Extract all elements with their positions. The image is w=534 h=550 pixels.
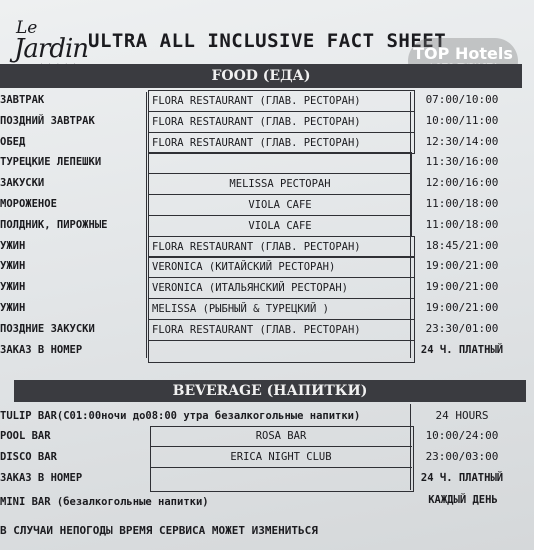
venue: ERICA NIGHT CLUB bbox=[230, 451, 332, 463]
meal-name: ЗАКУСКИ bbox=[0, 177, 45, 190]
logo-line-1: Le bbox=[16, 18, 38, 38]
venue: ROSA BAR bbox=[255, 430, 307, 442]
beverage-section-header: BEVERAGE (НАПИТКИ) bbox=[14, 380, 526, 402]
minibar-label: MINI BAR (безалкогольные напитки) bbox=[0, 496, 209, 508]
time: 11:00/18:00 bbox=[425, 217, 499, 231]
time: 11:30/16:00 bbox=[425, 155, 499, 169]
table-row bbox=[0, 298, 534, 319]
time: 07:00/10:00 bbox=[425, 93, 499, 106]
food-table bbox=[0, 90, 534, 360]
meal-name: УЖИН bbox=[0, 239, 26, 252]
table-row bbox=[0, 236, 534, 257]
table-row bbox=[0, 340, 534, 361]
time: 19:00/21:00 bbox=[425, 300, 499, 314]
time: 12:00/16:00 bbox=[425, 176, 499, 190]
meal-name: УЖИН bbox=[0, 301, 26, 314]
venue: VIOLA CAFE bbox=[148, 215, 412, 237]
watermark-brand: TOP Hotels bbox=[413, 44, 513, 63]
meal-name: ЗАВТРАК bbox=[0, 94, 45, 106]
table-row bbox=[0, 468, 534, 488]
venue bbox=[148, 340, 415, 363]
page-title: ULTRA ALL INCLUSIVE FACT SHEET bbox=[88, 30, 447, 52]
meal-name: ЗАКАЗ В НОМЕР bbox=[0, 343, 83, 356]
time: 24 Ч. ПЛАТНЫЙ bbox=[420, 343, 504, 356]
logo-line-2: Jardin bbox=[14, 34, 89, 64]
venue: VERONICA (КИТАЙСКИЙ РЕСТОРАН) bbox=[148, 256, 415, 278]
time: 23:30/01:00 bbox=[425, 321, 499, 335]
time: 24 HOURS bbox=[435, 409, 489, 422]
time: 11:00/18:00 bbox=[425, 196, 499, 210]
venue: MELISSA (РЫБНЫЙ & ТУРЕЦКИЙ ) bbox=[148, 298, 415, 320]
time: 18:45/21:00 bbox=[425, 238, 499, 252]
table-row bbox=[0, 215, 534, 236]
bar-name: ЗАКАЗ В НОМЕР bbox=[0, 472, 83, 484]
table-row bbox=[0, 256, 534, 277]
footer-note: В СЛУЧАИ НЕПОГОДЫ ВРЕМЯ СЕРВИСА МОЖЕТ ИЗМЕНИТЬСЯ bbox=[0, 524, 318, 537]
table-row bbox=[0, 447, 534, 467]
time: 10:00/24:00 bbox=[425, 429, 499, 442]
venue: MELISSA РЕСТОРАН bbox=[148, 173, 412, 195]
meal-name: ПОЛДНИК, ПИРОЖНЫЕ bbox=[0, 218, 108, 231]
meal-name: МОРОЖЕНОЕ bbox=[0, 197, 57, 210]
table-row bbox=[0, 426, 534, 446]
venue: VIOLA CAFE bbox=[148, 194, 412, 216]
food-section-header: FOOD (ЕДА) bbox=[0, 64, 522, 88]
time: 19:00/21:00 bbox=[425, 259, 499, 273]
table-row bbox=[0, 319, 534, 340]
table-row bbox=[0, 173, 534, 194]
meal-name: УЖИН bbox=[0, 260, 26, 273]
venue bbox=[148, 152, 412, 174]
venue: VERONICA (ИТАЛЬЯНСКИЙ РЕСТОРАН) bbox=[148, 277, 415, 299]
meal-name: ОБЕД bbox=[0, 135, 26, 148]
bar-name: TULIP BAR(С01:00ночи до08:00 утра безалкогольные напитки) bbox=[0, 410, 361, 422]
table-row bbox=[0, 277, 534, 298]
time: 19:00/21:00 bbox=[425, 280, 499, 294]
meal-name: ТУРЕЦКИЕ ЛЕПЕШКИ bbox=[0, 156, 102, 169]
bar-name: DISCO BAR bbox=[0, 451, 57, 463]
venue: FLORA RESTAURANT (ГЛАВ. РЕСТОРАН) bbox=[148, 132, 415, 154]
meal-name: УЖИН bbox=[0, 281, 26, 294]
time: 12:30/14:00 bbox=[425, 134, 499, 148]
table-row bbox=[0, 90, 534, 111]
venue: FLORA RESTAURANT (ГЛАВ. РЕСТОРАН) bbox=[148, 319, 415, 341]
venue: FLORA RESTAURANT (ГЛАВ. РЕСТОРАН) bbox=[148, 90, 415, 112]
minibar-time: КАЖДЫЙ ДЕНЬ bbox=[428, 494, 498, 506]
venue: FLORA RESTAURANT (ГЛАВ. РЕСТОРАН) bbox=[148, 111, 415, 133]
time: 24 Ч. ПЛАТНЫЙ bbox=[420, 472, 504, 484]
table-row bbox=[0, 406, 534, 426]
time: 10:00/11:00 bbox=[425, 113, 499, 127]
table-row bbox=[0, 132, 534, 153]
meal-name: ПОЗДНИЙ ЗАВТРАК bbox=[0, 114, 95, 127]
table-row bbox=[0, 194, 534, 215]
meal-name: ПОЗДНИЕ ЗАКУСКИ bbox=[0, 322, 95, 335]
bar-name: POOL BAR bbox=[0, 430, 51, 442]
venue: FLORA RESTAURANT (ГЛАВ. РЕСТОРАН) bbox=[148, 236, 415, 258]
table-row bbox=[0, 111, 534, 132]
time: 23:00/03:00 bbox=[425, 450, 499, 463]
table-row bbox=[0, 152, 534, 173]
